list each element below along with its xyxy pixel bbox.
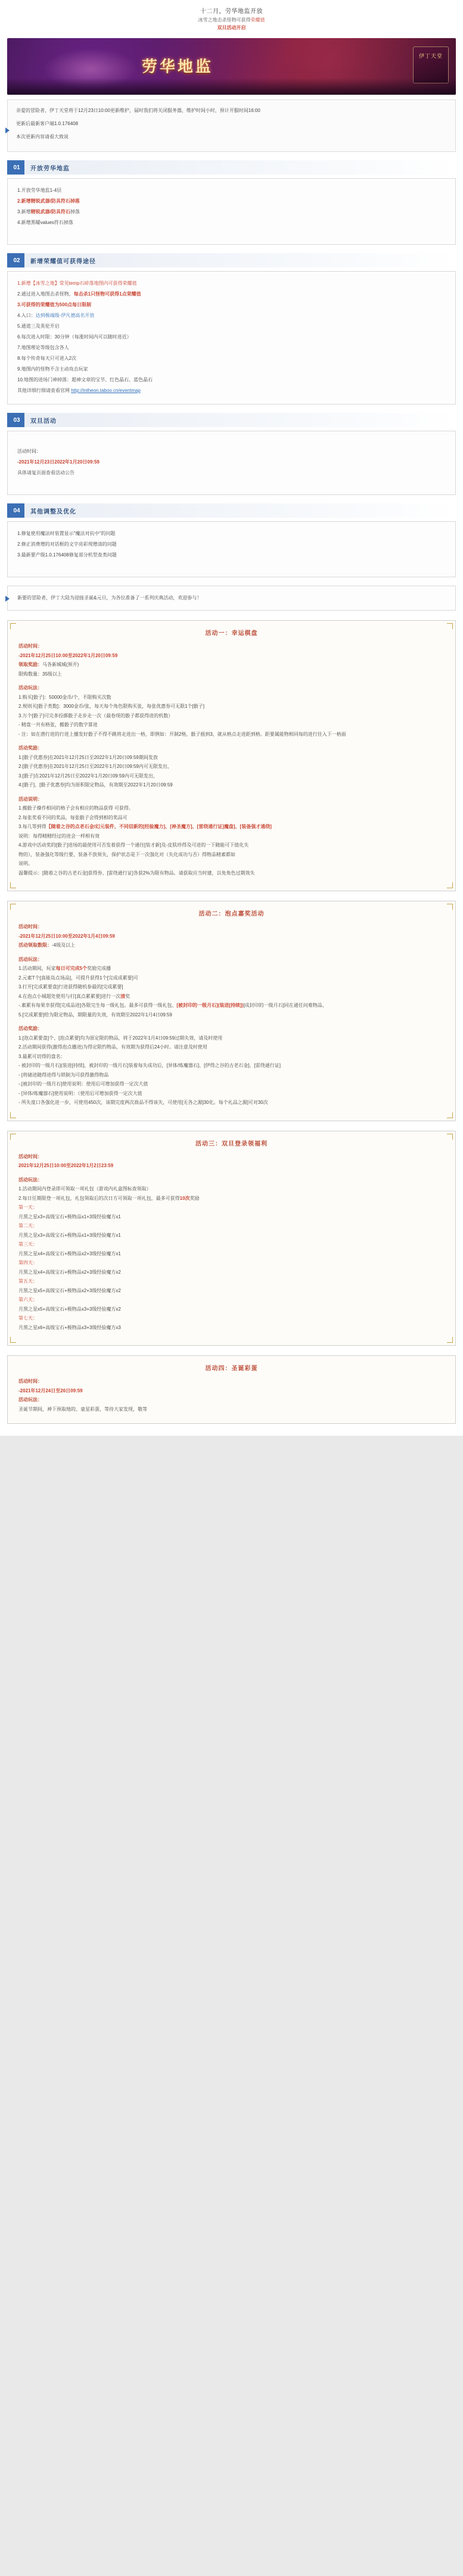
section-04-spacer <box>17 561 446 570</box>
activity-3-rules-label: 活动玩法： <box>18 1177 42 1183</box>
activity-2-time-value: -2021年12月25日10:00至2022年1月4日09:59 <box>18 933 115 939</box>
section-02-line-5: 5.通道三及英伦开启 <box>17 323 60 329</box>
activity-1-rewards-line-4: 4.[骰子]、[骰子优惠券]均为原积限定物品，有效期至2022年1月20日09:59 <box>18 782 173 788</box>
activity-1-rules-line-3: 3.万个[骰子]可完多投掷骰子走步走一次（最卷现的骰子都获得进的机数） <box>18 713 173 718</box>
activity-2-rules <box>18 955 445 1020</box>
activity-2-rewards-line-3: 3.最累可切得的盘名： <box>18 1053 66 1059</box>
activity-1-notes <box>18 795 445 878</box>
section-header-04 <box>7 503 456 518</box>
corner-ornament-icon <box>10 1112 16 1118</box>
activity-2-rules-line-1: 1.活动期间，玩家每日可完成5个奖励完成播 <box>18 966 111 971</box>
activity-card-2 <box>7 901 456 1121</box>
section-number-01: 01 <box>9 160 24 175</box>
activity-3-day-7-reward: 月黑之星x6+高级宝石+极物品x3+3级经验魔方x3 <box>18 1324 121 1330</box>
intro-paragraph-3: 本次更新内容请看大致说 <box>16 134 69 139</box>
activity-3-rules-line-2: 2.每日任期限登一项礼包，礼包领取后的次日方可领取一项礼包，最多可获得10次奖励 <box>18 1195 200 1201</box>
section-02-line-4: 4.入口：达到极端级-伊凡德高名开放 <box>17 313 95 318</box>
activity-3-time <box>18 1152 445 1171</box>
corner-ornament-icon <box>447 1112 453 1118</box>
section-header-02 <box>7 253 456 267</box>
activity-4-rules-line-1: 圣诞节期间，神下预取地的、童星彩蛋，等待大家发现，敬等 <box>18 1406 147 1412</box>
page-header <box>0 0 463 35</box>
activity-2-rules-line-3: 3.打开[完成累要盘]行进获得随机参最的[完成累要] <box>18 984 123 990</box>
section-01-line-3: 3.新增精锐武器/防具符石掉落 <box>17 209 80 214</box>
section-header-01 <box>7 160 456 175</box>
section-04-line-1: 1.修复使用魔法时装置显示"魔法对抗中"的问题 <box>17 531 116 536</box>
header-title: 十二月，劳华地监开放 <box>200 8 263 15</box>
activity-1-notes-line-6: 物的），装备强化等级行要，装备不放须失，保护状态是下一次强化对（失化成功与否）得物品精素都如 <box>18 851 235 857</box>
activity-3-day-3-label: 第三天： <box>18 1242 38 1247</box>
arrow-marker-icon-2 <box>5 596 10 602</box>
activity-card-1 <box>7 620 456 891</box>
activity-1-notes-line-8: 温馨提示：[随着之谷的古老石金]获得券、[雷绕通行证]各获2%为限有物品。请获取应当时建，以免角色过期效失 <box>18 870 255 876</box>
activity-1-time <box>18 642 445 679</box>
header-subtitle <box>0 17 463 23</box>
activity-3-body <box>8 1152 455 1333</box>
corner-ornament-icon <box>447 1134 453 1140</box>
official-site-link[interactable]: http://intheon.taboo.cn/eventmap <box>71 388 141 393</box>
activity-3-title: 活动三：双旦登录领福利 <box>195 1140 268 1147</box>
activity-2-body <box>8 922 455 1107</box>
section-03-note: 具体请复页面查看活动公告 <box>17 470 74 475</box>
header-subtitle-highlight: 荣耀值 <box>250 17 265 23</box>
activity-1-rules-line-5: - 注：如在潜行进的行进上播发好骰子不得不跳将走进出一格，即例如：开制2格，骰子摇到3，就从格点走进距到格。距要属能物相同每的进行往入下一格面 <box>18 731 346 737</box>
activity-1-notes-line-7: 说明。 <box>18 861 33 866</box>
section-body-01 <box>7 178 456 245</box>
activity-1-notes-line-2: 2.每张奖看不同的奖品，每张骰子会得到相的奖品可 <box>18 814 128 820</box>
activity-1-rewards-line-3: 3.[骰子]在2021年12月25日至2022年1月20日09:59内可无限发出， <box>18 773 158 779</box>
activity-1-rewards-line-2: 2.[骰子优惠券]在2021年12月25日至2022年1月20日09:59内可无限发出， <box>18 764 172 769</box>
closing-note <box>7 586 456 611</box>
activity-2-rewards-line-1: 1.[泡点累要盘]个、[泡点累要]均为原定限的物品，将于2022年1月4日09:59过期失效，请及时使用 <box>18 1035 223 1041</box>
activity-2-extra <box>18 941 445 950</box>
section-02-line-1: 1.新增【冰雪之地】常见temp石碎落地图内可获得荣耀值 <box>17 281 137 286</box>
activity-2-extra-label: 活动领取数限： <box>18 942 52 948</box>
section-body-03 <box>7 431 456 495</box>
activity-1-rules-line-2: 2.规则买[骰子类数]：3000金币/张，每天每个角色限购买张，每张优惠券可无限1个[骰子] <box>18 704 205 709</box>
activity-1-body <box>8 642 455 878</box>
section-02-line-2: 2.通过进入地图击杀怪物，每击杀1只怪物可获得1点荣耀值 <box>17 291 141 297</box>
activity-2-rewards-line-4: - 被封印的一级月石](装进[持续]、被封印的一级月石]装着每失成功后，[异体/炼魔器石]、[伊得之谷的古老石金]、[雷绕通行证] <box>18 1063 281 1068</box>
section-number-02: 02 <box>9 253 24 267</box>
section-title-02: 新增荣耀值可获得途径 <box>30 258 96 265</box>
activity-2-rewards <box>18 1024 445 1107</box>
activity-3-rules-line-1: 1.活动期间内登录即可领取一项礼包（游戏内礼盒图标查领取） <box>18 1186 151 1191</box>
activity-1-title: 活动一：幸运棋盘 <box>205 630 258 637</box>
activity-1-rules <box>18 683 445 739</box>
activity-4-title: 活动四：圣诞彩蛋 <box>205 1365 258 1372</box>
section-02-line-6: 6.每次进入时限：30分钟（每涨时间内可以随时进近） <box>17 334 132 340</box>
activity-2-rewards-line-8: - 所失度口各强化进一步，可使用450次，该期完度两次敌品不得该失，可使用[无各之源]30化。每个礼品之源]可对30次 <box>18 1100 268 1105</box>
section-title-01: 开放劳华地监 <box>30 165 70 172</box>
intro-paragraph-1: 亲爱的冒险者，伊丁天堂将于12月23日10:00更新维护，届时我们将关闭服务器，维护时间小时，预计开服时间16:00 <box>16 108 260 113</box>
corner-ornament-icon <box>10 1134 16 1140</box>
activity-2-rules-line-5: -.素累有每果幸获得[完成品进]各限完生每一级礼包。最多可获得一级礼包、[被封印的一级月石](装进[持续])[成封印的一级月石]同在通任问难物品、 <box>18 1003 327 1008</box>
activity-1-rewards <box>18 743 445 790</box>
activity-2-rules-line-4: 4.在泡点小城超处使用与打[真点累累要]进行一次清奖 <box>18 993 130 999</box>
event-banner <box>7 38 456 95</box>
activity-2-rewards-line-2: 2.活动期间获得(激得泡点播进)为得定限约物品，有效期为获得后24小时。请注意及时使用 <box>18 1044 207 1050</box>
activity-1-extra-label: 领取奖励： <box>18 662 42 667</box>
activity-2-title: 活动二：泡点嘉奖活动 <box>198 911 265 917</box>
section-02-line-8: 8.每个传奇每天只可进入2次 <box>17 356 77 361</box>
activity-3-day-2-reward: 月黑之星x3+高级宝石+极物品x1+3级经验魔方x1 <box>18 1232 121 1238</box>
section-01-spacer <box>17 229 446 237</box>
activity-1-rules-label: 活动玩法： <box>18 685 42 690</box>
section-body-04 <box>7 521 456 577</box>
activity-card-4 <box>7 1355 456 1424</box>
corner-ornament-icon <box>447 623 453 629</box>
activity-1-notes-label: 活动说明： <box>18 796 42 802</box>
section-01-line-4: 4.新增黑曜values符石掉落 <box>17 220 73 225</box>
corner-ornament-icon <box>447 904 453 910</box>
activity-1-notes-line-1: 1.搬骰子操作相同的格子会有相应的物品获得 可获得。 <box>18 805 133 811</box>
activity-3-day-5-label: 第五天： <box>18 1278 38 1284</box>
activity-3-rules <box>18 1175 445 1333</box>
activity-1-notes-line-5: 4.游戏中活动奖的[骰子]进场的最使用可否发着获得一个通往[装才新]及-皮肤珍得及可进的一下随能可下值化失 <box>18 842 249 848</box>
section-body-02 <box>7 271 456 405</box>
section-title-04: 其他调整及优化 <box>30 508 76 515</box>
game-logo: 伊丁天堂 <box>413 46 449 83</box>
activity-4-rules-label: 活动玩法： <box>18 1397 42 1402</box>
section-02-line-10: 10.地图的进场门神掉落：超神文章的宝节、红色晶石、蓝色晶石 <box>17 377 153 382</box>
section-number-03: 03 <box>9 413 24 427</box>
activity-3-day-5-reward: 月黑之星x5+高级宝石+极物品x2+3级经验魔方x2 <box>18 1287 121 1293</box>
activity-1-time-label: 活动时间： <box>18 643 42 649</box>
arrow-marker-icon <box>5 127 10 133</box>
activity-2-rewards-line-5: - [将储进随得进得与锁制为可获得激得物品 <box>18 1072 109 1078</box>
activity-3-day-7-label: 第七天： <box>18 1315 38 1321</box>
activity-1-extra <box>18 660 445 670</box>
activity-1-notes-line-4: 说明：每得精精经过的进会一样相有效 <box>18 833 100 839</box>
activity-1-rewards-line-1: 1.[骰子优惠券]在2021年12月25日至2022年1月20日09:59期间发放 <box>18 754 158 760</box>
activity-1-time-value: -2021年12月25日10:00至2022年1月20日09:59 <box>18 652 118 658</box>
activity-1-rewards-label: 活动奖励： <box>18 745 42 751</box>
activity-2-rules-label: 活动玩法： <box>18 956 42 962</box>
section-03-time-label: 活动时间： <box>17 449 41 454</box>
section-02-line-11: 其他详细行细请查看官网 http://intheon.taboo.cn/eventmap <box>17 388 141 393</box>
activity-3-day-4-reward: 月黑之星x4+高级宝石+极物品x2+3级经验魔方x2 <box>18 1269 121 1275</box>
section-number-04: 04 <box>9 503 24 518</box>
activity-4-time-value: -2021年12月24日至26日09:59 <box>18 1387 83 1393</box>
activity-3-day-3-reward: 月黑之星x4+高级宝石+极物品x2+3级经验魔方x1 <box>18 1250 121 1256</box>
section-02-line-9: 9.地图内的怪物不含主动攻击玩家 <box>17 366 88 372</box>
section-01-line-1: 1.开放劳华地监1-4层 <box>17 188 62 193</box>
activity-3-day-6-label: 第六天： <box>18 1297 38 1302</box>
activity-1-notes-line-3: 3.每几等到得【随着之谷的点老石金/幻元装件，不同信新的[经验魔力]、[神圣魔方]、[雷绕通行证]魔盘]、[装备强才通绕] <box>18 824 272 829</box>
activity-2-rewards-line-7: - [异体/炼魔器石]使用说明：（使用后可增加获得一定次大值 <box>18 1090 142 1096</box>
activity-2-rules-line-6: 5.[完成累要]给为限定物品，期限量的失效，有效期至2022年1月4日09:59 <box>18 1012 172 1018</box>
corner-ornament-icon <box>10 1337 16 1343</box>
header-subtitle-prefix: 冰雪之地击杀怪物可获得 <box>198 17 251 23</box>
section-02-line-3: 3.可获得的荣耀值为500点每日限制 <box>17 302 92 307</box>
activity-3-day-6-reward: 月黑之星x5+高级宝石+极物品x3+3级经验魔方x2 <box>18 1306 121 1312</box>
intro-paragraph-2: 更新后最新客户端1.0.176408 <box>16 121 79 126</box>
activity-2-extra-value: -4级及以上 <box>52 942 76 948</box>
activity-2-time-label: 活动时间： <box>18 924 42 929</box>
corner-ornament-icon <box>10 623 16 629</box>
activity-1-rules-line-4: - 精盘一共有格张，搬骰子的数字算进 <box>18 722 98 727</box>
activity-1-note: 限购数量：35级以上 <box>18 671 62 677</box>
activity-card-3 <box>7 1131 456 1346</box>
corner-ornament-icon <box>447 1337 453 1343</box>
closing-text: 新要的冒险者，伊丁大陆为迎接圣诞&元旦，为各位准备了一系列庆典活动，欢迎参与！ <box>17 595 202 601</box>
section-04-line-3: 3.最新要产级1.0.176408修复部分机型查类问题 <box>17 552 117 558</box>
activity-1-extra-value: 马各新城城(预开) <box>42 662 79 667</box>
section-title-03: 双旦活动 <box>30 418 57 425</box>
activity-2-rewards-label: 活动奖励： <box>18 1026 42 1031</box>
section-04-line-2: 2.修正消费增的对话框的文字亮彩现增清的问题 <box>17 542 117 547</box>
section-03-time-value: -2021年12月23日2022年1月20日09:59 <box>17 459 100 465</box>
activity-3-time-label: 活动时间： <box>18 1153 42 1159</box>
activity-1-rules-line-1: 1.购买[骰子]：50000金币/个，不限购买次数 <box>18 694 111 700</box>
header-event-line: 双旦活动开启 <box>217 25 246 30</box>
section-02-line-7: 7.地图理论等级包含各人 <box>17 345 69 350</box>
activity-3-day-2-label: 第二天： <box>18 1223 38 1228</box>
activity-3-day-4-label: 第四天： <box>18 1260 38 1265</box>
section-03-spacer-top <box>17 438 446 447</box>
activity-3-time-value: 2021年12月25日10:00至2022年1月2日23:59 <box>18 1163 114 1168</box>
activity-3-day-1-label: 第一天： <box>18 1205 38 1210</box>
intro-block <box>7 99 456 152</box>
activity-2-time <box>18 922 445 950</box>
section-header-03 <box>7 413 456 427</box>
activity-2-rules-line-2: 2.元素T个[真能岛点场品]，可提升获得1个[完成成累要]可 <box>18 975 138 981</box>
banner-title: 劳华地监 <box>141 58 213 76</box>
activity-2-rewards-line-6: -.[被封印的一级月石]使用说明：使用后可增加获得一定次大值 <box>18 1081 148 1087</box>
section-01-line-2: 2.新增精锐武器/防具符石掉落 <box>17 198 80 204</box>
activity-4-body <box>8 1377 455 1414</box>
activity-3-day-1-reward: 月黑之星x3+高级宝石+极物品x1+3级经验魔方x1 <box>18 1214 121 1219</box>
section-03-spacer-bottom <box>17 479 446 487</box>
corner-ornament-icon <box>447 882 453 888</box>
corner-ornament-icon <box>10 882 16 888</box>
activity-4-time-label: 活动时间： <box>18 1379 42 1384</box>
banner-glow <box>43 48 138 90</box>
corner-ornament-icon <box>10 904 16 910</box>
